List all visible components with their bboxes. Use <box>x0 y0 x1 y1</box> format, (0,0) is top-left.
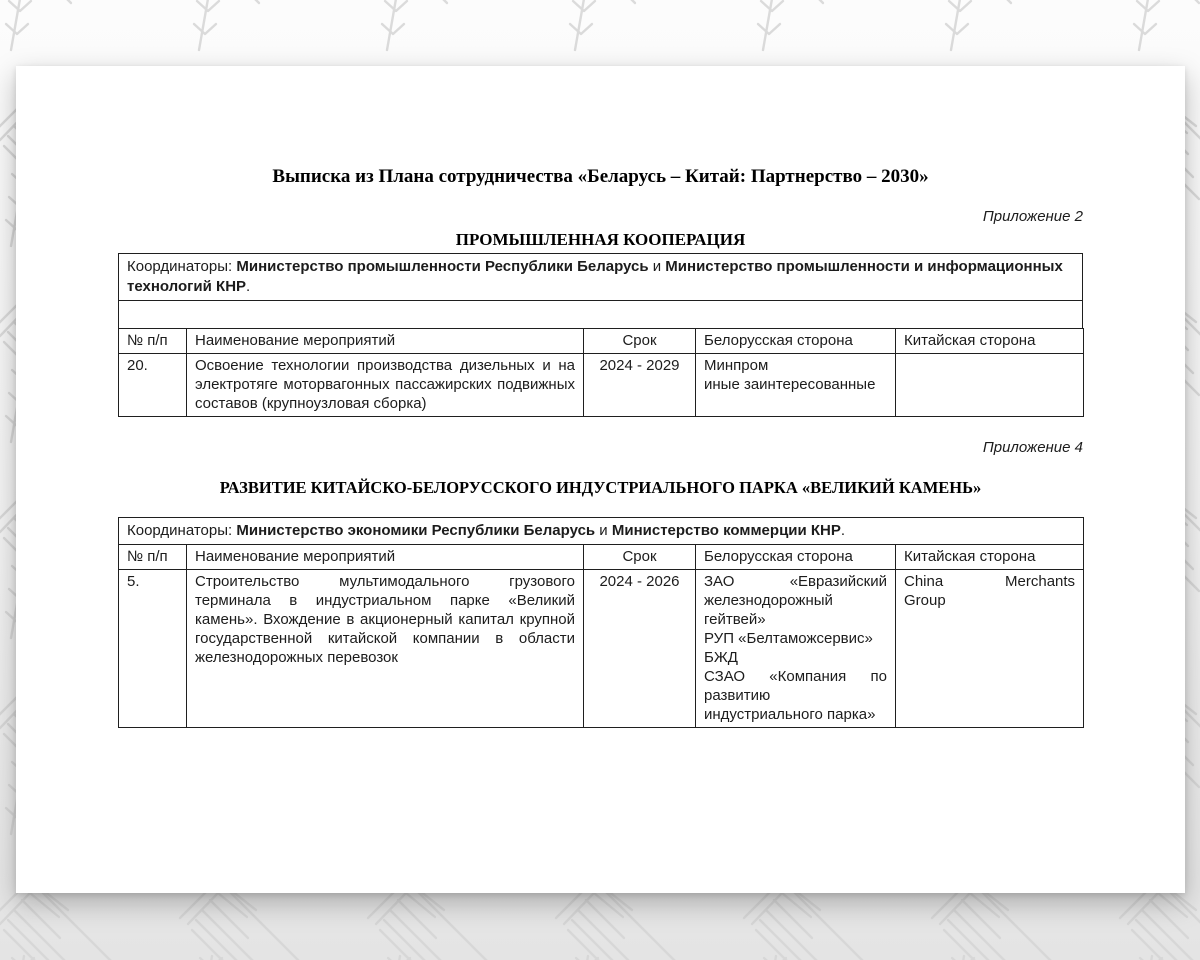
section1-coordinators-row <box>119 254 1083 301</box>
section2-coordinators-cell <box>119 517 1084 544</box>
belarusian-side-entry: СЗАО «Компания по развитию индустриального парка» <box>704 667 887 723</box>
coordinators-conjunction: и <box>595 521 612 539</box>
column-header-chinese-side: Китайская сторона <box>896 328 1084 353</box>
chinese-side-entry <box>904 572 1075 591</box>
belarusian-side-entry: РУП «Белтаможсервис» <box>704 629 873 647</box>
belarusian-side-entry: Минпром <box>704 356 769 374</box>
coordinators-prefix: Координаторы: <box>127 521 237 539</box>
column-header-number: № п/п <box>119 544 187 569</box>
column-header-number: № п/п <box>119 328 187 353</box>
section1-coordinators-cell <box>119 254 1083 301</box>
chinese-side-word: Merchants <box>1005 572 1076 590</box>
coordinators-suffix: . <box>840 521 846 539</box>
empty-row <box>119 301 1083 329</box>
section2-activities-table <box>118 517 1084 728</box>
column-header-activity: Наименование мероприятий <box>187 544 584 569</box>
section1-heading: ПРОМЫШЛЕННАЯ КООПЕРАЦИЯ <box>455 230 746 249</box>
belarusian-side-cell <box>696 353 896 416</box>
section2-coordinators-row <box>119 517 1084 544</box>
activity-cell: Освоение технологии производства дизельных и на электротяге моторвагонных пассажирских подвижных составов (крупноузловая сборка) <box>187 353 584 416</box>
chinese-side-entry: Group <box>904 591 946 609</box>
annex-2-label: Приложение 2 <box>982 208 1083 225</box>
column-header-belarusian-side: Белорусская сторона <box>696 328 896 353</box>
section1-tables <box>118 253 1083 417</box>
chinese-side-word: China <box>904 572 944 590</box>
document-page <box>16 66 1185 893</box>
coordinator-org-china: Министерство промышленности и информационных технологий КНР <box>127 258 1063 295</box>
column-header-chinese-side: Китайская сторона <box>896 544 1084 569</box>
period-cell: 2024 - 2029 <box>584 353 696 416</box>
coordinator-org-belarus: Министерство экономики Республики Беларусь <box>236 521 596 539</box>
chinese-side-cell <box>896 569 1084 727</box>
column-header-period: Срок <box>584 328 696 353</box>
section2-tables <box>118 518 1083 728</box>
table-row <box>119 569 1084 727</box>
table-header-row <box>119 544 1084 569</box>
belarusian-side-entry: ЗАО «Евразийский железнодорожный гейтвей» <box>704 572 887 628</box>
row-number-cell: 5. <box>119 569 187 727</box>
column-header-period: Срок <box>584 544 696 569</box>
table-row <box>119 353 1084 416</box>
column-header-activity: Наименование мероприятий <box>187 328 584 353</box>
belarusian-side-cell <box>696 569 896 727</box>
annex-4-label: Приложение 4 <box>982 439 1083 456</box>
period-cell: 2024 - 2026 <box>584 569 696 727</box>
coordinators-suffix: . <box>246 278 251 295</box>
activity-cell: Строительство мультимодального грузового терминала в индустриальном парке «Великий камень». Вхождение в акционерный капитал крупной государственной китайской компании в области железнодорожных перевозок <box>187 569 584 727</box>
section1-activities-table <box>118 328 1084 417</box>
belarusian-side-entry: БЖД <box>704 648 738 666</box>
coordinator-org-belarus: Министерство промышленности Республики Беларусь <box>236 258 649 275</box>
coordinators-prefix: Координаторы: <box>127 258 237 275</box>
document-title: Выписка из Плана сотрудничества «Беларусь – Китай: Партнерство – 2030» <box>272 166 929 187</box>
row-number-cell: 20. <box>119 353 187 416</box>
empty-cell <box>119 301 1083 329</box>
section2-heading: РАЗВИТИЕ КИТАЙСКО-БЕЛОРУССКОГО ИНДУСТРИАЛЬНОГО ПАРКА «ВЕЛИКИЙ КАМЕНЬ» <box>219 478 982 497</box>
coordinators-conjunction: и <box>648 258 666 275</box>
table-header-row <box>119 328 1084 353</box>
column-header-belarusian-side: Белорусская сторона <box>696 544 896 569</box>
coordinator-org-china: Министерство коммерции КНР <box>611 521 841 539</box>
belarusian-side-entry: иные заинтересованные <box>704 375 876 393</box>
section1-coordinators-table <box>118 253 1083 329</box>
chinese-side-cell <box>896 353 1084 416</box>
